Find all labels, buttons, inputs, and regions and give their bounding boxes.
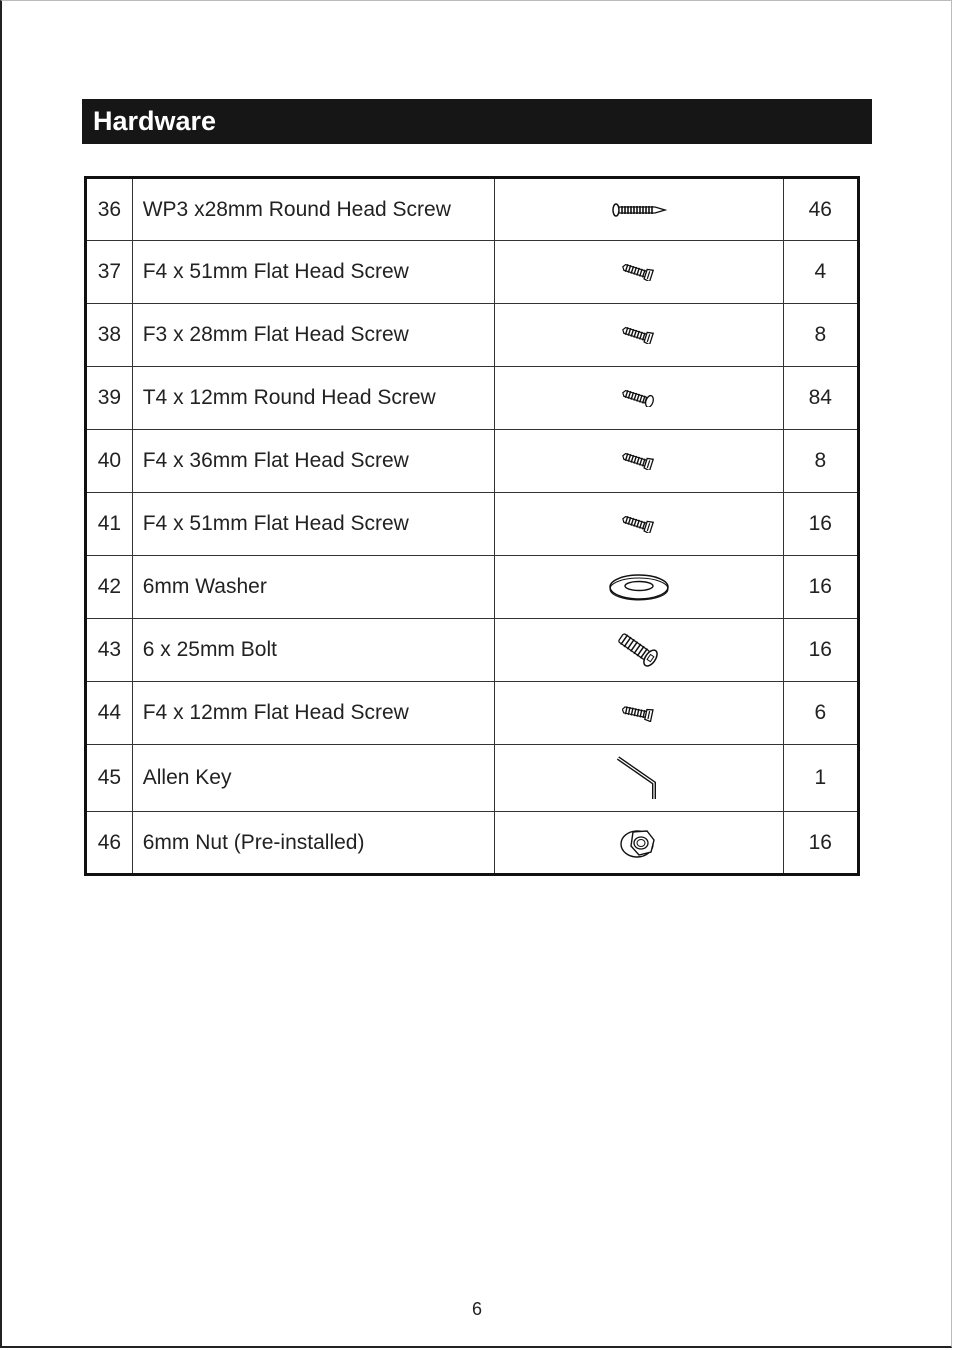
table-row	[86, 493, 859, 556]
bolt-icon	[615, 632, 663, 668]
flat-head-screw-icon	[622, 263, 656, 281]
part-quantity: 84	[783, 367, 858, 430]
part-description: T4 x 12mm Round Head Screw	[132, 367, 495, 430]
part-description: F3 x 28mm Flat Head Screw	[132, 304, 495, 367]
part-quantity: 16	[783, 493, 858, 556]
flat-head-screw-icon	[622, 326, 656, 344]
part-quantity: 8	[783, 430, 858, 493]
part-quantity: 16	[783, 556, 858, 619]
allen-key-icon	[616, 755, 662, 801]
section-header	[82, 99, 872, 144]
round-head-screw-icon	[622, 389, 656, 407]
page-number: 6	[471, 1299, 482, 1319]
part-number: 41	[86, 493, 133, 556]
part-number: 46	[86, 812, 133, 875]
table-row	[86, 745, 859, 812]
part-number: 42	[86, 556, 133, 619]
table-row	[86, 367, 859, 430]
part-quantity: 4	[783, 241, 858, 304]
part-quantity: 6	[783, 682, 858, 745]
flat-head-screw-icon	[622, 452, 656, 470]
part-description: F4 x 51mm Flat Head Screw	[132, 493, 495, 556]
part-quantity: 16	[783, 619, 858, 682]
part-quantity: 8	[783, 304, 858, 367]
part-number: 37	[86, 241, 133, 304]
part-description: Allen Key	[132, 745, 495, 812]
part-quantity: 1	[783, 745, 858, 812]
section-title: Hardware	[93, 106, 217, 136]
part-description: WP3 x28mm Round Head Screw	[132, 178, 495, 241]
part-number: 36	[86, 178, 133, 241]
part-quantity: 16	[783, 812, 858, 875]
part-description: F4 x 36mm Flat Head Screw	[132, 430, 495, 493]
table-row	[86, 178, 859, 241]
table-row	[86, 430, 859, 493]
flat-head-screw-icon	[622, 704, 656, 722]
part-description: F4 x 12mm Flat Head Screw	[132, 682, 495, 745]
round-head-screw-long-icon	[611, 202, 667, 218]
part-number: 43	[86, 619, 133, 682]
table-row	[86, 304, 859, 367]
table-row	[86, 556, 859, 619]
part-number: 39	[86, 367, 133, 430]
part-number: 44	[86, 682, 133, 745]
part-description: 6mm Washer	[132, 556, 495, 619]
part-number: 40	[86, 430, 133, 493]
table-row	[86, 812, 859, 875]
part-number: 38	[86, 304, 133, 367]
part-number: 45	[86, 745, 133, 812]
part-description: 6 x 25mm Bolt	[132, 619, 495, 682]
table-row	[86, 241, 859, 304]
nut-icon	[619, 826, 659, 860]
part-description: F4 x 51mm Flat Head Screw	[132, 241, 495, 304]
table-row	[86, 619, 859, 682]
part-quantity: 46	[783, 178, 858, 241]
table-row	[86, 682, 859, 745]
hardware-table	[84, 176, 860, 876]
part-description: 6mm Nut (Pre-installed)	[132, 812, 495, 875]
washer-icon	[608, 572, 670, 602]
flat-head-screw-icon	[622, 515, 656, 533]
